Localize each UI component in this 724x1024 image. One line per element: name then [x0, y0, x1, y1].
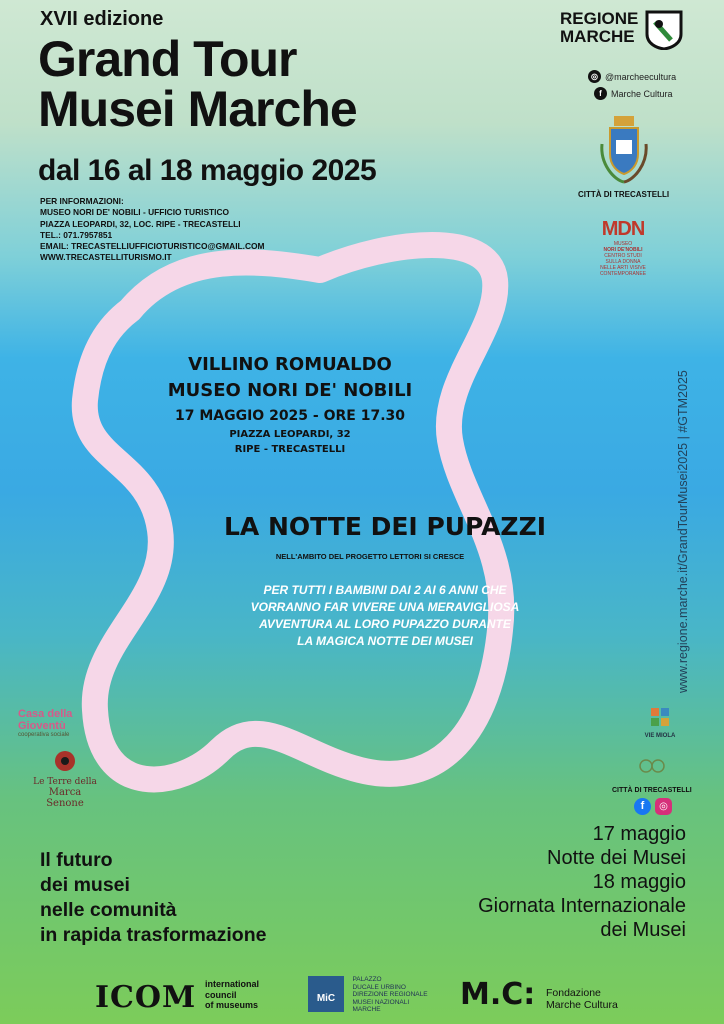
museo-logo-letters: MDN [601, 218, 645, 240]
event-subtitle: NELL'AMBITO DEL PROGETTO LETTORI SI CRESCE [275, 552, 465, 561]
venue-name-2: MUSEO NORI DE' NOBILI [167, 380, 413, 401]
mic-badge: MiC [308, 976, 344, 1012]
museo-logo-line: NELLE ARTI VISIVE [600, 265, 646, 271]
schedule-line: 18 maggio [592, 871, 686, 893]
regione-marche-logo-icon [645, 10, 683, 50]
futuro-block [40, 848, 266, 948]
schedule-block [380, 822, 686, 942]
mic-sub-line: DIREZIONE REGIONALE [352, 991, 428, 998]
description-line: AVVENTURA AL LORO PUPAZZO DURANTE [259, 617, 511, 631]
city-label: CITTÀ DI TRECASTELLI [578, 190, 670, 199]
event-description [210, 582, 560, 650]
icom-logo: ICOM [95, 980, 197, 1015]
facebook-icon[interactable]: f [634, 798, 651, 815]
description-line: VORRANNO FAR VIVERE UNA MERAVIGLIOSA [250, 600, 520, 614]
instagram-icon[interactable]: ◎ [655, 798, 672, 815]
mic-logo [308, 976, 428, 1014]
mic-sub-line: DUCALE URBINO [352, 983, 406, 991]
futuro-line: in rapida trasformazione [40, 924, 267, 946]
social-icons [634, 798, 672, 815]
info-line: MUSEO NORI DE' NOBILI - UFFICIO TURISTICO [40, 207, 230, 218]
icom-sub-line: of museums [205, 1000, 259, 1010]
icom-sub-line: international [205, 979, 260, 989]
terre-emblem-icon [51, 750, 79, 772]
museo-nori-logo [598, 218, 648, 282]
edition-label: XVII edizione [40, 8, 164, 30]
info-email[interactable]: EMAIL: TRECASTELLIUFFICIOTURISTICO@GMAIL.COM [40, 241, 265, 252]
pink-blob-shape [60, 210, 520, 810]
terre-line-2: Marca Senone [46, 787, 84, 809]
info-block [40, 196, 265, 264]
mc-logo: M.C: [460, 977, 536, 1012]
coop-logo [18, 708, 96, 738]
mc-subtitle [546, 987, 618, 1011]
small-emblem-icon [636, 756, 670, 778]
mic-sub-line: PALAZZO [352, 976, 382, 983]
title-line-2: Musei Marche [38, 81, 357, 137]
facebook-icon: f [594, 87, 607, 100]
schedule-line: 17 maggio [592, 823, 686, 845]
info-line: PIAZZA LEOPARDI, 32, LOC. RIPE - TRECASTELLI [40, 218, 241, 229]
mic-sub-line: MUSEI NAZIONALI [352, 998, 410, 1006]
schedule-line: dei Musei [600, 919, 686, 941]
vertical-url-svg [672, 330, 692, 695]
venue-name-1: VILLINO ROMUALDO [188, 354, 392, 375]
museo-logo-line: MUSEO [613, 241, 633, 247]
coop-name: Casa della Gioventù [18, 708, 73, 732]
futuro-line: nelle comunità [40, 899, 177, 921]
info-phone: TEL.: 071.7957851 [40, 229, 113, 240]
mc-sub-line: Marche Cultura [546, 999, 618, 1011]
venue-datetime: 17 MAGGIO 2025 - ORE 17.30 [174, 408, 405, 424]
regione-line-1: REGIONE [560, 9, 639, 28]
coop-sub: cooperativa sociale [18, 732, 70, 738]
vie-miola-logo [632, 706, 688, 739]
info-line: PER INFORMAZIONI: [40, 196, 124, 206]
venue-address-1: PIAZZA LEOPARDI, 32 [229, 429, 351, 440]
description-line: LA MAGICA NOTTE DEI MUSEI [297, 634, 473, 648]
terre-line-1: Le Terre della [33, 777, 97, 787]
regione-line-2: MARCHE [560, 27, 635, 46]
regione-marche-wordmark [560, 10, 638, 46]
vie-miola-icon [649, 706, 671, 728]
museo-logo-line: CONTEMPORANEE [599, 271, 647, 277]
mic-sub-line: MARCHE [352, 1006, 381, 1013]
mc-sub-line: Fondazione [546, 987, 601, 999]
museo-logo-line: NORI DE'NOBILI [603, 247, 643, 253]
facebook-handle: Marche Cultura [611, 88, 673, 99]
vertical-url-text: www.regione.marche.it/GrandTourMusei2025 | #GTM2025 [676, 370, 690, 693]
schedule-line: Giornata Internazionale [478, 895, 686, 917]
page-title [38, 31, 357, 137]
venue-address-2: RIPE - TRECASTELLI [234, 444, 346, 455]
museo-logo-line: SULLA DONNA [605, 259, 641, 265]
venue-block [140, 352, 440, 456]
vertical-url[interactable] [672, 330, 692, 695]
instagram-icon: ◎ [588, 70, 601, 83]
instagram-handle: @marcheecultura [605, 71, 677, 82]
info-website[interactable]: WWW.TRECASTELLITURISMO.IT [40, 252, 172, 263]
instagram-link[interactable] [588, 70, 676, 83]
vie-miola-label: VIE MIOLA [644, 733, 676, 739]
terre-logo [30, 750, 100, 809]
mic-subtitle [352, 976, 427, 1014]
icom-sub-line: council [205, 989, 237, 1000]
museo-logo-line: CENTRO STUDI [604, 253, 642, 259]
city-crest-icon [596, 114, 652, 186]
facebook-link[interactable] [594, 87, 673, 100]
city-label-2: CITTÀ DI TRECASTELLI [612, 787, 692, 794]
event-dates: dal 16 al 18 maggio 2025 [38, 154, 377, 187]
futuro-line: dei musei [40, 874, 130, 896]
schedule-line: Notte dei Musei [547, 847, 686, 869]
description-line: PER TUTTI I BAMBINI DAI 2 AI 6 ANNI CHE [263, 583, 507, 597]
title-line-1: Grand Tour [38, 31, 297, 87]
event-title: LA NOTTE DEI PUPAZZI [223, 512, 546, 541]
futuro-line: Il futuro [40, 849, 113, 871]
icom-subtitle [205, 979, 259, 1011]
